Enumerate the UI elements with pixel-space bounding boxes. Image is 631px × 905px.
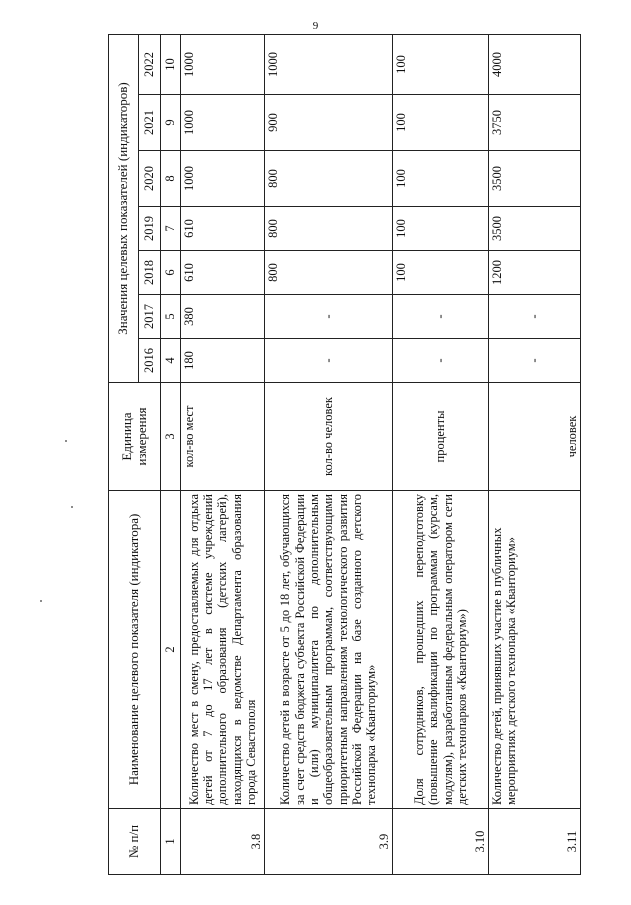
value-2019: 3500 — [489, 207, 581, 251]
year-2019: 2019 — [139, 207, 161, 251]
year-2022: 2022 — [139, 34, 161, 94]
index-cell: 8 — [161, 151, 181, 207]
value-2019: 100 — [393, 207, 489, 251]
value-2020: 3500 — [489, 151, 581, 207]
scan-speck — [65, 440, 67, 442]
row-unit: проценты — [393, 383, 489, 491]
value-2019: 610 — [181, 207, 265, 251]
row-num: 3.11 — [489, 809, 581, 875]
value-2022: 4000 — [489, 34, 581, 94]
value-2021: 900 — [265, 95, 393, 151]
value-2018: 100 — [393, 251, 489, 295]
value-2022: 100 — [393, 34, 489, 94]
indicators-table — [108, 34, 581, 875]
index-row — [161, 34, 181, 874]
index-cell: 9 — [161, 95, 181, 151]
value-2017: - — [393, 295, 489, 339]
header-unit: Единица измерения — [109, 383, 161, 491]
value-2020: 800 — [265, 151, 393, 207]
year-2020: 2020 — [139, 151, 161, 207]
table-row — [489, 34, 581, 874]
page-number: 9 — [312, 20, 319, 32]
index-cell: 7 — [161, 207, 181, 251]
scan-speck — [71, 506, 73, 508]
row-unit: кол-во мест — [181, 383, 265, 491]
value-2018: 610 — [181, 251, 265, 295]
row-name: Количество детей, принявших участие в публичных мероприятиях детского технопарка «Кванториум» — [489, 491, 581, 809]
value-2016: - — [393, 339, 489, 383]
year-2016: 2016 — [139, 339, 161, 383]
year-2017: 2017 — [139, 295, 161, 339]
value-2021: 3750 — [489, 95, 581, 151]
value-2022: 1000 — [265, 34, 393, 94]
value-2022: 1000 — [181, 34, 265, 94]
index-cell: 6 — [161, 251, 181, 295]
year-2021: 2021 — [139, 95, 161, 151]
row-name: Количество мест в смену, предоставляемых для отдыха детей от 7 до 17 лет в системе учреждений дополнительного образования (детских лагерей), находящихся в ведомстве Департамента образования города Севастополя — [181, 491, 265, 809]
row-unit: человек — [489, 383, 581, 491]
scan-speck — [40, 600, 42, 602]
value-2016: 180 — [181, 339, 265, 383]
value-2020: 1000 — [181, 151, 265, 207]
header-num: № п/п — [109, 809, 161, 875]
table-row — [265, 34, 393, 874]
value-2021: 100 — [393, 95, 489, 151]
index-cell: 4 — [161, 339, 181, 383]
year-2018: 2018 — [139, 251, 161, 295]
value-2019: 800 — [265, 207, 393, 251]
value-2016: - — [489, 339, 581, 383]
value-2018: 800 — [265, 251, 393, 295]
value-2017: - — [489, 295, 581, 339]
value-2017: - — [265, 295, 393, 339]
header-name: Наименование целевого показателя (индикатора) — [109, 491, 161, 809]
row-name: Доля сотрудников, прошедших переподготовку (повышение квалификации по программам (курсам, модулям), разработанным федеральным оператором сети детских технопарков «Кванториум») — [393, 491, 489, 809]
row-num: 3.10 — [393, 809, 489, 875]
index-cell: 3 — [161, 383, 181, 491]
row-num: 3.9 — [265, 809, 393, 875]
header-row — [109, 34, 139, 874]
row-num: 3.8 — [181, 809, 265, 875]
row-name: Количество детей в возрасте от 5 до 18 лет, обучающихся за счет средств бюджета субъекта Российской Федерации и (или) муниципалитета по дополнительным общеобразовательным программам, соответствующими приоритетным направлениям технологического развития Российской Федерации на базе созданного детского технопарка «Кванториум» — [265, 491, 393, 809]
index-cell: 10 — [161, 34, 181, 94]
value-2017: 380 — [181, 295, 265, 339]
index-cell: 2 — [161, 491, 181, 809]
row-unit: кол-во человек — [265, 383, 393, 491]
value-2020: 100 — [393, 151, 489, 207]
index-cell: 5 — [161, 295, 181, 339]
table-row — [393, 34, 489, 874]
table-row — [181, 34, 265, 874]
index-cell: 1 — [161, 809, 181, 875]
rotated-table-wrapper — [108, 35, 580, 875]
header-values-group: Значения целевых показателей (индикаторов) — [109, 34, 139, 382]
value-2018: 1200 — [489, 251, 581, 295]
value-2016: - — [265, 339, 393, 383]
value-2021: 1000 — [181, 95, 265, 151]
